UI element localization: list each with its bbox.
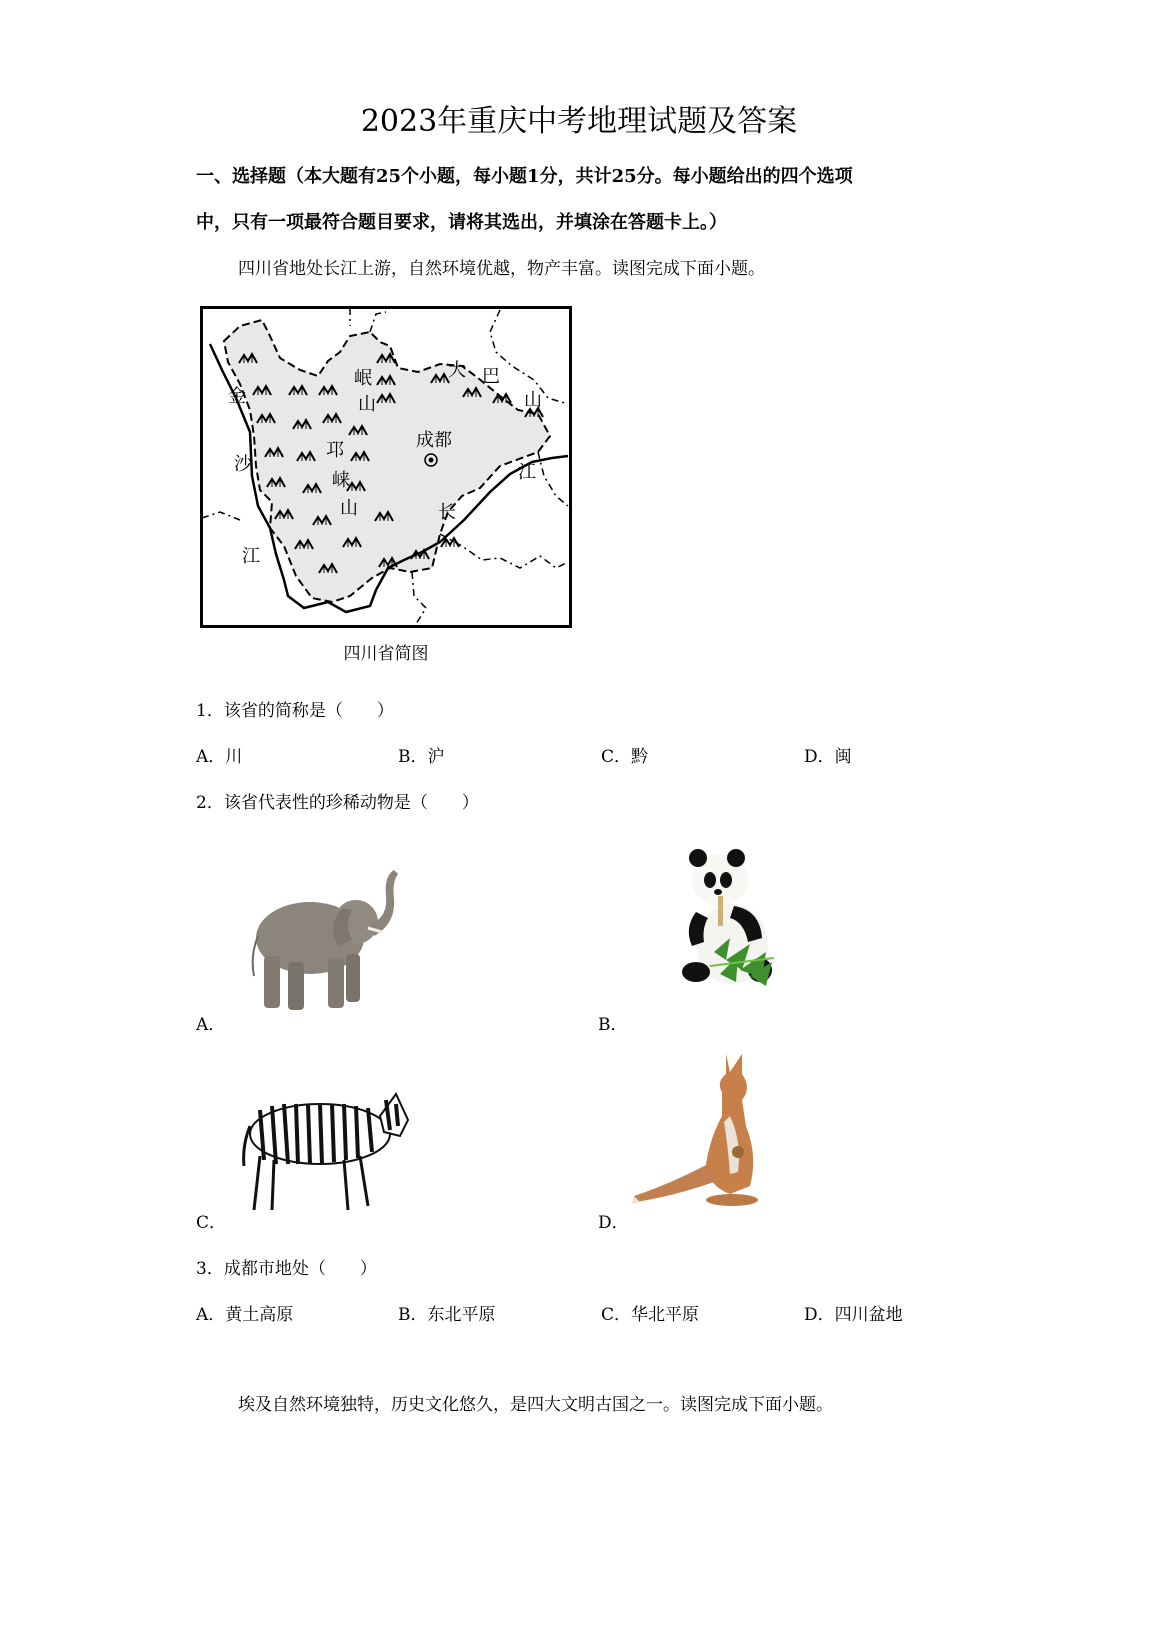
label-jiang-west: 江	[242, 546, 260, 567]
section-heading-line-1: 一、选择题（本大题有25个小题，每小题1分，共计25分。每小题给出的四个选项	[196, 166, 853, 187]
q1-option-b[interactable]: B．沪	[398, 747, 445, 767]
q3-option-c[interactable]: C．华北平原	[601, 1305, 700, 1325]
q2-option-a[interactable]: A．	[196, 1015, 226, 1035]
q3-option-d[interactable]: D．四川盆地	[804, 1305, 903, 1325]
label-shan-ba: 山	[524, 390, 542, 411]
label-shan-qiong: 山	[340, 498, 358, 519]
elephant-image	[244, 866, 412, 1014]
label-chang: 长	[438, 502, 456, 523]
label-ba: 巴	[482, 366, 500, 387]
q1-option-d[interactable]: D．闽	[804, 747, 852, 767]
zebra-image	[240, 1086, 412, 1216]
question-1: 1．该省的简称是（ ）	[196, 701, 394, 721]
q2-option-c[interactable]: C．	[196, 1213, 227, 1233]
label-sha: 沙	[234, 454, 252, 475]
label-da: 大	[448, 360, 466, 381]
label-jiang-east: 江	[518, 462, 536, 483]
sichuan-map-figure	[200, 306, 572, 628]
sichuan-map	[200, 306, 572, 628]
question-3: 3．成都市地处（ ）	[196, 1259, 377, 1279]
q1-option-a[interactable]: A．川	[196, 747, 243, 767]
page-title: 2023年重庆中考地理试题及答案	[360, 104, 798, 139]
section-heading-line-2: 中，只有一项最符合题目要求，请将其选出，并填涂在答题卡上。）	[196, 212, 727, 233]
label-min: 岷	[354, 368, 372, 389]
q2-option-d[interactable]: D．	[598, 1213, 629, 1233]
q2-option-b[interactable]: B．	[598, 1015, 628, 1035]
label-qiong: 邛	[326, 440, 344, 461]
label-xia: 崃	[332, 470, 350, 491]
intro-paragraph-sichuan: 四川省地处长江上游，自然环境优越，物产丰富。读图完成下面小题。	[238, 259, 765, 279]
map-caption: 四川省简图	[343, 644, 429, 664]
question-2: 2．该省代表性的珍稀动物是（ ）	[196, 793, 479, 813]
q1-option-c[interactable]: C．黔	[601, 747, 649, 767]
intro-paragraph-egypt: 埃及自然环境独特，历史文化悠久，是四大文明古国之一。读图完成下面小题。	[238, 1395, 833, 1415]
q3-option-b[interactable]: B．东北平原	[398, 1305, 496, 1325]
kangaroo-image	[630, 1046, 780, 1216]
panda-image	[674, 848, 784, 994]
label-chengdu: 成都	[416, 430, 452, 451]
label-shan-min: 山	[358, 394, 376, 415]
label-jin: 金	[228, 386, 246, 407]
q3-option-a[interactable]: A．黄土高原	[196, 1305, 294, 1325]
